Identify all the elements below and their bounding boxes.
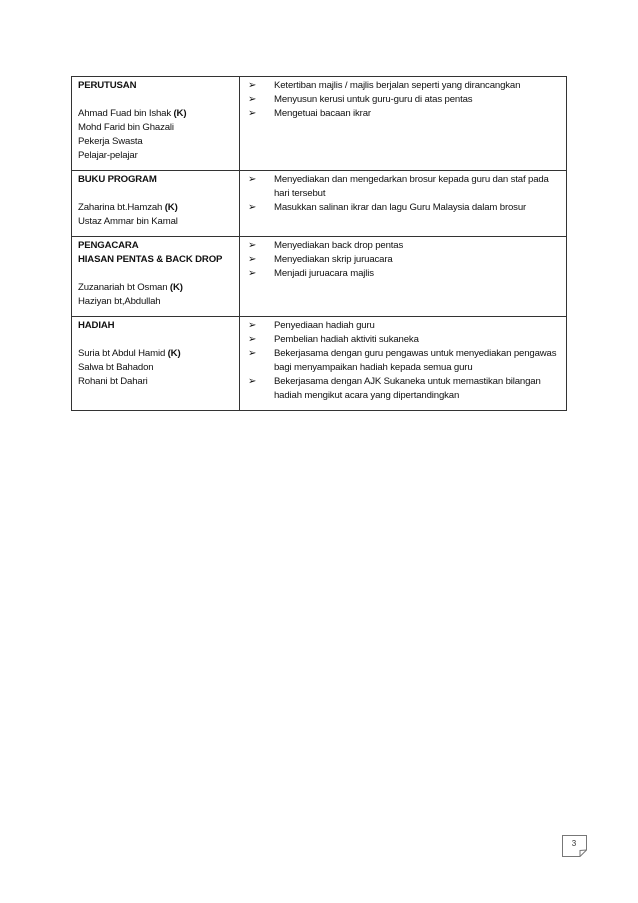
task-text: Bekerjasama dengan guru pengawas untuk menyediakan pengawas bagi menyampaikan hadiah kepada semua guru (274, 348, 557, 373)
arrow-bullet-icon: ➢ (248, 108, 257, 119)
task-item (246, 333, 560, 347)
member-name-text: Rohani bt Dahari (78, 376, 148, 387)
task-list (246, 239, 560, 281)
arrow-bullet-icon: ➢ (248, 376, 257, 387)
member-role: (K) (169, 282, 183, 293)
table-row (72, 171, 567, 237)
committee-title: HIASAN PENTAS & BACK DROP (78, 254, 223, 265)
task-text: Menyediakan dan mengedarkan brosur kepada guru dan staf pada hari tersebut (274, 174, 549, 199)
member-role: (K) (173, 108, 187, 119)
member-name-text: Pelajar-pelajar (78, 150, 138, 161)
task-list (246, 319, 560, 403)
task-text: Masukkan salinan ikrar dan lagu Guru Malaysia dalam brosur (274, 202, 527, 213)
member-role: (K) (167, 348, 181, 359)
member-name (78, 107, 233, 121)
committee-table-body (72, 77, 567, 411)
spacer (78, 93, 233, 107)
task-text: Ketertiban majlis / majlis berjalan seperti yang dirancangkan (274, 80, 521, 91)
task-item (246, 201, 560, 215)
member-name-text: Zuzanariah bt Osman (78, 282, 168, 293)
member-name-text: Suria bt Abdul Hamid (78, 348, 166, 359)
arrow-bullet-icon: ➢ (248, 240, 257, 251)
table-row (72, 237, 567, 317)
arrow-bullet-icon: ➢ (248, 348, 257, 359)
task-item (246, 79, 560, 93)
arrow-bullet-icon: ➢ (248, 268, 257, 279)
task-text: Mengetuai bacaan ikrar (274, 108, 371, 119)
member-name-text: Ahmad Fuad bin Ishak (78, 108, 171, 119)
task-cell (240, 171, 567, 237)
task-cell (240, 317, 567, 411)
member-name (78, 135, 233, 149)
arrow-bullet-icon: ➢ (248, 94, 257, 105)
member-name (78, 361, 233, 375)
member-name-text: Ustaz Ammar bin Kamal (78, 216, 178, 227)
member-name (78, 201, 233, 215)
task-item (246, 239, 560, 253)
committee-cell (72, 77, 240, 171)
member-name (78, 281, 233, 295)
member-name (78, 215, 233, 229)
committee-title: BUKU PROGRAM (78, 174, 157, 185)
task-text: Menyediakan back drop pentas (274, 240, 404, 251)
member-name (78, 121, 233, 135)
committee-title: PERUTUSAN (78, 80, 137, 91)
spacer (78, 187, 233, 201)
member-name-text: Salwa bt Bahadon (78, 362, 154, 373)
arrow-bullet-icon: ➢ (248, 174, 257, 185)
arrow-bullet-icon: ➢ (248, 334, 257, 345)
member-name (78, 149, 233, 163)
member-role: (K) (164, 202, 178, 213)
page-number-badge (562, 835, 588, 857)
task-item (246, 173, 560, 201)
task-item (246, 319, 560, 333)
task-text: Menyediakan skrip juruacara (274, 254, 393, 265)
task-item (246, 347, 560, 375)
committee-cell (72, 171, 240, 237)
arrow-bullet-icon: ➢ (248, 80, 257, 91)
page-number: 3 (571, 839, 577, 848)
member-name (78, 295, 233, 309)
committee-table (71, 76, 567, 411)
task-cell (240, 237, 567, 317)
member-name-text: Haziyan bt,Abdullah (78, 296, 161, 307)
task-text: Menyusun kerusi untuk guru-guru di atas pentas (274, 94, 473, 105)
committee-cell (72, 237, 240, 317)
committee-title: HADIAH (78, 320, 115, 331)
task-item (246, 375, 560, 403)
member-name-text: Mohd Farid bin Ghazali (78, 122, 174, 133)
committee-cell (72, 317, 240, 411)
arrow-bullet-icon: ➢ (248, 320, 257, 331)
arrow-bullet-icon: ➢ (248, 254, 257, 265)
task-text: Bekerjasama dengan AJK Sukaneka untuk memastikan bilangan hadiah mengikut acara yang dipertandingkan (274, 376, 541, 401)
task-list (246, 173, 560, 215)
member-name (78, 375, 233, 389)
task-cell (240, 77, 567, 171)
member-name-text: Zaharina bt.Hamzah (78, 202, 163, 213)
task-item (246, 267, 560, 281)
member-name-text: Pekerja Swasta (78, 136, 143, 147)
task-item (246, 253, 560, 267)
task-text: Pembelian hadiah aktiviti sukaneka (274, 334, 419, 345)
task-list (246, 79, 560, 121)
table-row (72, 317, 567, 411)
task-text: Menjadi juruacara majlis (274, 268, 374, 279)
table-row (72, 77, 567, 171)
task-item (246, 93, 560, 107)
spacer (78, 267, 233, 281)
task-text: Penyediaan hadiah guru (274, 320, 375, 331)
member-name (78, 347, 233, 361)
arrow-bullet-icon: ➢ (248, 202, 257, 213)
spacer (78, 333, 233, 347)
committee-title: PENGACARA (78, 240, 139, 251)
task-item (246, 107, 560, 121)
